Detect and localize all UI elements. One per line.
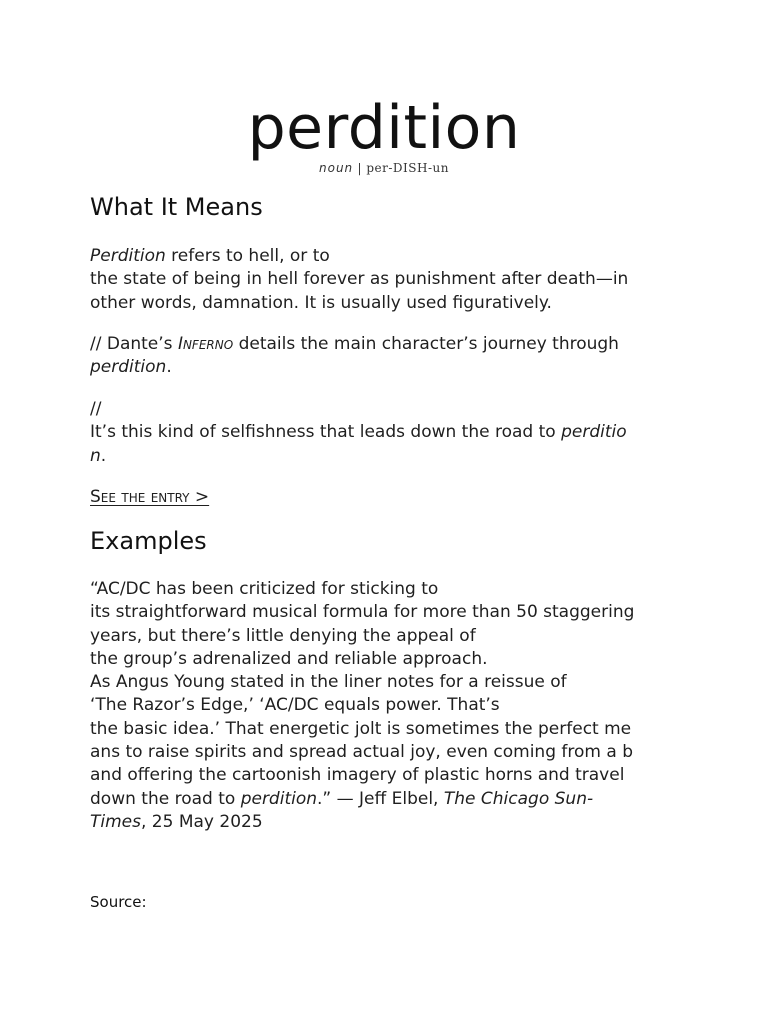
meaning-heading: What It Means <box>90 193 263 221</box>
source-label: Source: <box>90 893 147 911</box>
usage-example-1-text: details the main character’s journey through <box>233 334 619 354</box>
quote-line-date <box>90 811 680 834</box>
quote-line: “AC/DC has been criticized for sticking to <box>90 579 439 599</box>
usage-example-2-line-1 <box>90 421 680 444</box>
usage-example-2-term-part-2: n <box>90 445 101 466</box>
quote-line: ‘The Razor’s Edge,’ ‘AC/DC equals power. That’s <box>90 695 500 716</box>
work-title: Inferno <box>177 334 234 354</box>
quote-line: and offering the cartoonish imagery of plastic horns and travel <box>90 765 625 786</box>
quote-text: down the road to <box>90 788 241 809</box>
quote-line-attribution <box>90 788 680 811</box>
definition-line-1 <box>90 245 680 268</box>
definition-line-3: other words, damnation. It is usually used figuratively. <box>90 292 552 313</box>
part-of-speech: noun <box>319 161 354 175</box>
examples-heading: Examples <box>90 527 207 555</box>
usage-example-1-prefix: // Dante’s <box>90 334 178 354</box>
definition-paragraph <box>90 245 680 315</box>
quote-line: ans to raise spirits and spread actual joy, even coming from a b <box>90 742 633 763</box>
usage-example-2-text: It’s this kind of selfishness that leads down the road to <box>90 422 562 443</box>
usage-example-1-end: . <box>166 357 172 378</box>
definition-term: Perdition <box>90 246 166 266</box>
usage-example-2-line-2 <box>90 445 680 468</box>
usage-example-1-line-1 <box>90 333 680 356</box>
usage-example-2-marker: // <box>90 399 102 419</box>
usage-example-1-line-2 <box>90 356 680 379</box>
quote-line: years, but there’s little denying the appeal of <box>90 625 476 646</box>
quote-line: As Angus Young stated in the liner notes for a reissue of <box>90 672 567 693</box>
usage-example-2 <box>90 398 680 468</box>
definition-line-2: the state of being in hell forever as punishment after death—in <box>90 269 629 290</box>
quote-line: its straightforward musical formula for more than 50 staggering <box>90 602 635 623</box>
usage-example-2-end: . <box>100 445 107 466</box>
quote-line: the basic idea.’ That energetic jolt is sometimes the perfect me <box>90 718 632 739</box>
pronunciation: per-DISH-un <box>366 161 449 175</box>
example-quote <box>90 578 680 834</box>
publication-name: The Chicago Sun- <box>443 788 594 809</box>
quote-attribution-author: .” — Jeff Elbel, <box>317 788 444 809</box>
pronunciation-line <box>0 160 768 176</box>
usage-example-1 <box>90 333 680 380</box>
quote-term: perdition <box>240 788 318 809</box>
headword: perdition <box>247 93 521 163</box>
usage-example-2-term-part-1: perditio <box>561 422 627 443</box>
definition-text-1: refers to hell, or to <box>165 246 330 266</box>
see-entry-link[interactable]: See the entry > <box>90 487 210 507</box>
pronunciation-separator: | <box>353 161 367 175</box>
quote-date: , 25 May 2025 <box>140 811 263 832</box>
publication-name-continued: Times <box>90 811 141 832</box>
quote-line: the group’s adrenalized and reliable approach. <box>90 648 488 669</box>
usage-example-1-term: perdition <box>90 357 167 378</box>
